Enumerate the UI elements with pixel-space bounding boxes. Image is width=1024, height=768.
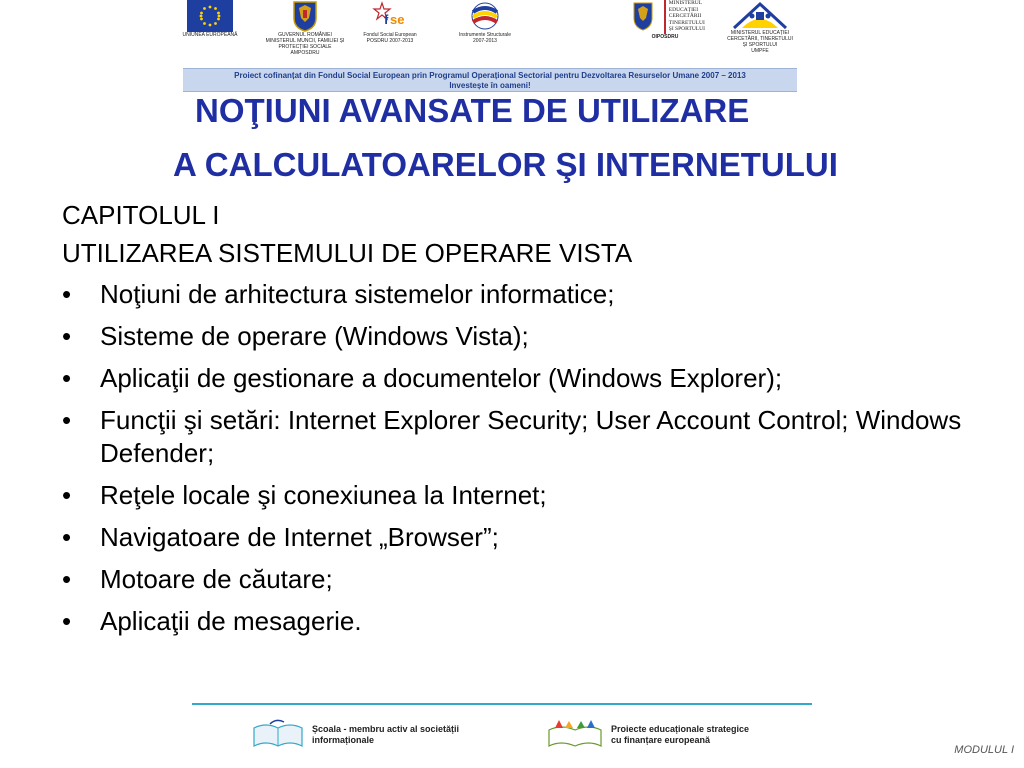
list-item [62,563,992,596]
fse-icon [370,0,410,32]
bullet-icon: • [62,564,72,594]
svg-text:se: se [390,12,405,27]
page-title-line-2: A CALCULATOARELOR ŞI INTERNETULUI [173,146,838,183]
footer-left-text: Școala - membru activ al societății informaționale [312,724,460,745]
eu-caption: UNIUNEA EUROPEANĂ [182,32,238,38]
colored-book-icon [545,718,605,752]
banner-line-1: Proiect cofinanțat din Fondul Social European prin Programul Operațional Sectorial pentru Dezvoltarea Resurselor Umane 2007 – 2013 [234,71,746,80]
umpfe-logo [720,0,800,54]
bullet-icon: • [62,405,72,435]
structural-instruments-logo [450,0,520,44]
structural-instruments-icon [465,0,505,32]
list-item [62,479,992,512]
list-item [62,320,992,353]
umpfe-caption: MINISTERUL EDUCAȚIEI CERCETĂRII, TINERETULUI ȘI SPORTULUI UMPFE [727,30,793,54]
umpfe-house-icon [730,0,790,30]
romanian-government-logo [260,0,350,56]
list-item-text: Funcţii şi setări: Internet Explorer Security; User Account Control; Windows Defender; [100,405,962,468]
bullet-icon: • [62,480,72,510]
list-item-text: Navigatoare de Internet „Browser”; [100,522,499,552]
svg-text:f: f [384,12,389,27]
structural-instruments-caption: Instrumente Structurale 2007-2013 [459,32,511,44]
list-item [62,404,992,470]
list-item-text: Aplicaţii de mesagerie. [100,606,362,636]
list-item-text: Sisteme de operare (Windows Vista); [100,321,529,351]
ministry-crest-icon [632,0,654,32]
list-item [62,362,992,395]
partner-logos [175,0,815,64]
government-caption: GUVERNUL ROMÂNIEI MINISTERUL MUNCII, FAMILIEI ȘI PROTECȚIEI SOCIALE AMPOSDRU [265,32,345,56]
list-item-text: Reţele locale şi conexiunea la Internet; [100,480,547,510]
ministry-divider [664,0,666,34]
bullet-icon: • [62,279,72,309]
list-item [62,521,992,554]
list-item-text: Aplicaţii de gestionare a documentelor (Windows Explorer); [100,363,783,393]
fse-caption: Fondul Social European POSDRU 2007-2013 [363,32,417,44]
module-label: MODULUL I [954,744,1014,756]
bullet-icon: • [62,606,72,636]
chapter-label: CAPITOLUL I [62,200,220,230]
list-item [62,605,992,638]
cofinancing-banner [183,68,797,92]
footer-divider [192,703,812,705]
topic-list [62,278,992,638]
list-item-text: Noţiuni de arhitectura sistemelor informatice; [100,279,615,309]
ministry-education-logo [625,0,705,40]
oiposdru-caption: OIPOSDRU [651,34,679,40]
open-book-icon [250,718,306,752]
ministry-name: MINISTERUL EDUCAȚIEI CERCETĂRII TINERETULUI ȘI SPORTULUI [668,0,705,32]
footer-logo-school [250,718,462,752]
chapter-subtitle: UTILIZAREA SISTEMULUI DE OPERARE VISTA [62,238,633,268]
footer-logo-projects [545,718,761,752]
eu-flag-logo [180,0,240,38]
list-item-text: Motoare de căutare; [100,564,333,594]
eu-flag-icon [187,0,233,32]
banner-line-2: Investește în oameni! [449,81,531,90]
bullet-icon: • [62,321,72,351]
slide-content [62,196,992,647]
bullet-icon: • [62,363,72,393]
page-title-line-1: NOŢIUNI AVANSATE DE UTILIZARE [195,92,750,129]
bullet-icon: • [62,522,72,552]
coat-of-arms-icon [292,0,318,32]
fse-logo [355,0,425,44]
footer-right-text: Proiecte educaționale strategice cu finanțare europeană [611,724,750,745]
list-item [62,278,992,311]
